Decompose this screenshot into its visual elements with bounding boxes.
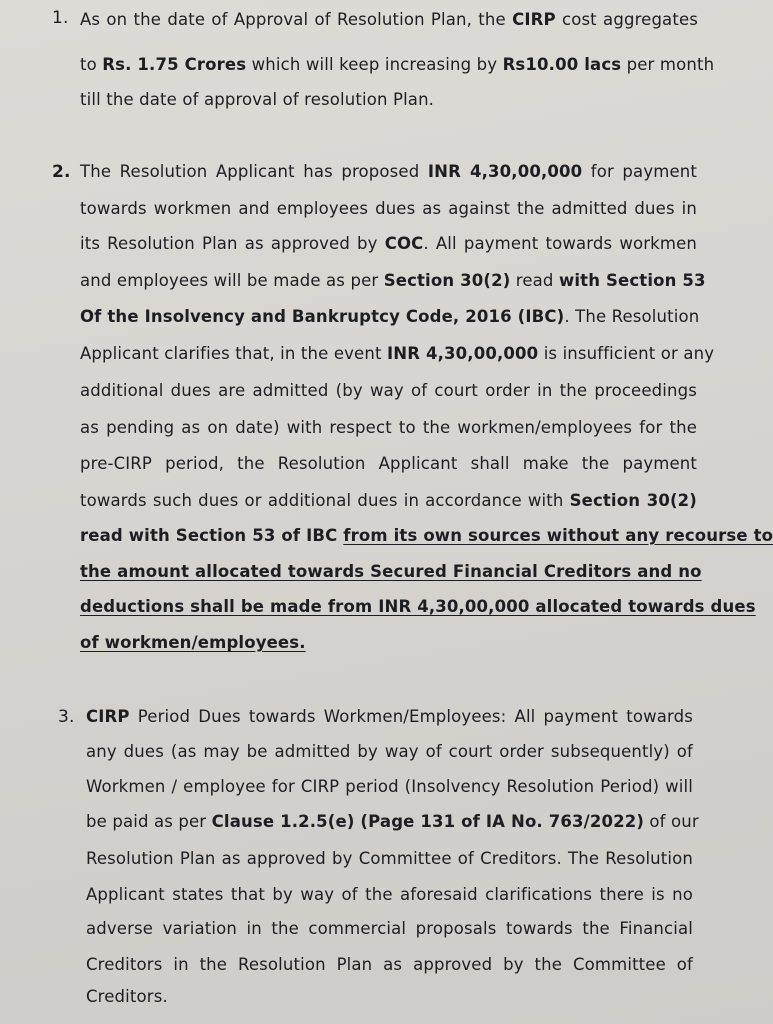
paragraph-line <box>80 307 700 327</box>
text-run: Workmen / employee for CIRP period (Insolvency Resolution Period) will <box>86 777 693 796</box>
paragraph-line <box>80 381 697 401</box>
bold-text: Rs. 1.75 Crores <box>102 55 247 74</box>
bold-text: INR 4,30,00,000 <box>427 162 583 181</box>
paragraph-line <box>80 526 773 546</box>
text-run: towards such dues or additional dues in accordance with <box>80 491 570 510</box>
paragraph-line <box>86 885 693 905</box>
bold-text: Section 30(2) <box>383 271 511 290</box>
paragraph-line <box>80 162 697 182</box>
underlined-text: from its own sources without any recourse to <box>343 526 773 545</box>
text-run: and employees will be made as per <box>80 271 384 290</box>
text-run: Resolution Plan as approved by Committee of Creditors. The Resolution <box>86 849 693 868</box>
text-run: to <box>80 55 103 74</box>
paragraph-line <box>86 919 693 939</box>
text-run: adverse variation in the commercial proposals towards the Financial <box>86 919 693 938</box>
text-run: as pending as on date) with respect to the workmen/employees for the <box>80 418 697 437</box>
paragraph-line <box>80 10 698 30</box>
paragraph-line <box>80 199 697 219</box>
item-number: 2. <box>52 162 71 182</box>
paragraph-line <box>86 812 699 832</box>
text-run: read <box>510 271 559 290</box>
text-run: Applicant states that by way of the aforesaid clarifications there is no <box>86 885 693 904</box>
bold-text: INR 4,30,00,000 <box>386 344 539 363</box>
text-run: till the date of approval of resolution Plan. <box>80 90 435 109</box>
bold-text: with Section 53 <box>558 271 706 290</box>
text-run: Period Dues towards Workmen/Employees: All payment towards <box>129 707 693 726</box>
item-number: 1. <box>52 8 69 28</box>
bold-text: Of the Insolvency and Bankruptcy Code, 2016 (IBC) <box>80 307 565 326</box>
text-run: be paid as per <box>86 812 212 831</box>
paragraph-line <box>80 55 715 75</box>
text-run: Creditors. <box>86 987 168 1006</box>
text-run: pre-CIRP period, the Resolution Applicant shall make the payment <box>80 454 697 473</box>
text-run: . The Resolution <box>564 307 700 326</box>
paragraph-line <box>80 234 697 254</box>
paragraph-line <box>86 987 693 1007</box>
bold-text: read with Section 53 of IBC <box>80 526 344 545</box>
paragraph-line <box>80 344 715 364</box>
bold-text: Clause 1.2.5(e) (Page 131 of IA No. 763/2022) <box>211 812 645 831</box>
paragraph-line <box>86 955 693 975</box>
bold-text: CIRP <box>512 10 556 29</box>
text-run: towards workmen and employees dues as against the admitted dues in <box>80 199 697 218</box>
text-run: for payment <box>582 162 697 181</box>
underlined-text: deductions shall be made from INR 4,30,00,000 allocated towards dues <box>80 597 756 616</box>
text-run: its Resolution Plan as approved by <box>80 234 385 253</box>
text-run: which will keep increasing by <box>246 55 503 74</box>
text-run: additional dues are admitted (by way of court order in the proceedings <box>80 381 697 400</box>
text-run: cost aggregates <box>555 10 698 29</box>
text-run: . All payment towards workmen <box>423 234 697 253</box>
text-run: The Resolution Applicant has proposed <box>80 162 428 181</box>
text-run: any dues (as may be admitted by way of court order subsequently) of <box>86 742 693 761</box>
bold-text: Section 30(2) <box>569 491 697 510</box>
item-number: 3. <box>58 707 75 727</box>
paragraph-line <box>80 633 697 653</box>
paragraph-line <box>86 849 693 869</box>
paragraph-line <box>80 271 706 291</box>
text-run: per month <box>621 55 715 74</box>
text-run: Creditors in the Resolution Plan as approved by the Committee of <box>86 955 693 974</box>
paragraph-line <box>80 491 697 511</box>
bold-text: COC <box>384 234 424 253</box>
bold-text: CIRP <box>86 707 130 726</box>
paragraph-line <box>80 454 697 474</box>
paragraph-line <box>80 418 697 438</box>
underlined-text: the amount allocated towards Secured Financial Creditors and no <box>80 562 702 581</box>
text-run: is insufficient or any <box>538 344 715 363</box>
paragraph-line <box>86 777 693 797</box>
text-run: of our <box>644 812 699 831</box>
paragraph-line <box>86 742 693 762</box>
paragraph-line <box>86 707 693 727</box>
underlined-text: of workmen/employees. <box>80 633 306 652</box>
paragraph-line <box>80 90 698 110</box>
paragraph-line <box>80 597 756 617</box>
text-run: As on the date of Approval of Resolution Plan, the <box>80 10 513 29</box>
text-run: Applicant clarifies that, in the event <box>80 344 387 363</box>
bold-text: Rs10.00 lacs <box>502 55 622 74</box>
paragraph-line <box>80 562 702 582</box>
